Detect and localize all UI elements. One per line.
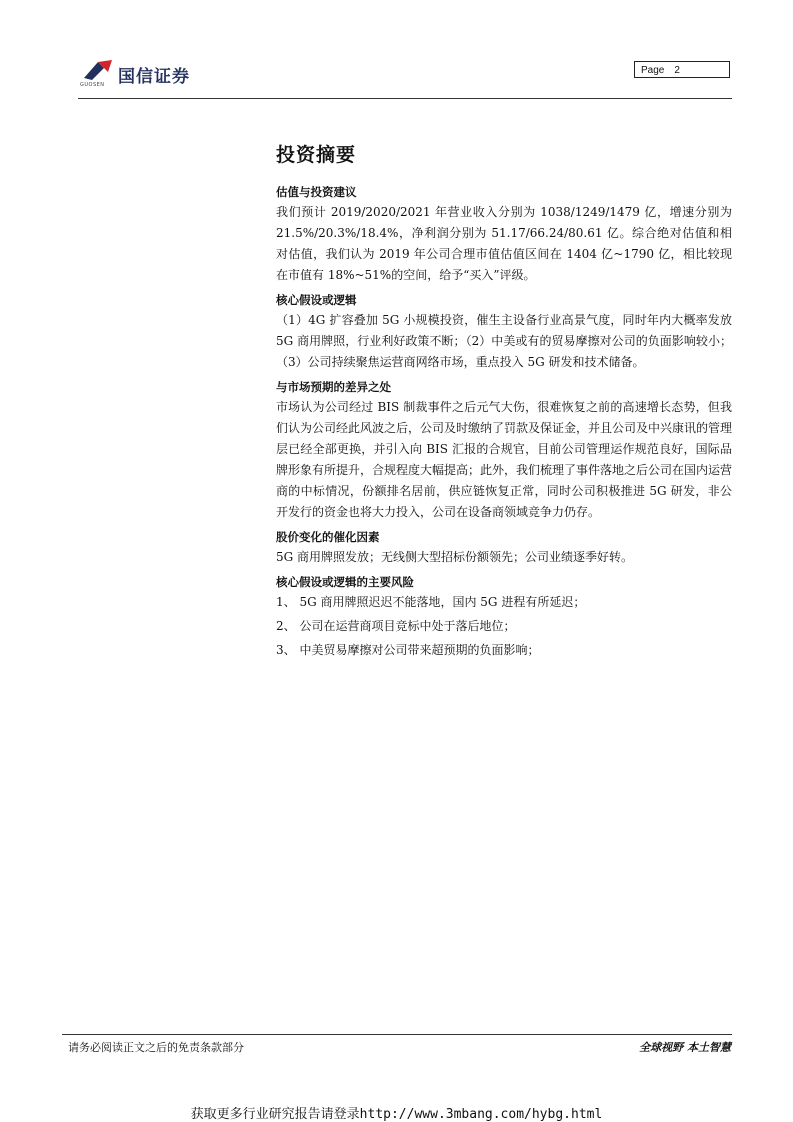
main-content xyxy=(276,140,732,664)
section-market-difference xyxy=(276,377,732,523)
page-title: 投资摘要 xyxy=(276,144,357,166)
section-paragraph: （1）4G 扩容叠加 5G 小规模投资，催生主设备行业高景气度，同时年内大概率发放 5G 商用牌照，行业利好政策不断；（2）中美或有的贸易摩擦对公司的负面影响较小；（3）公司持续聚焦运营商网络市场，重点投入 5G 研发和技术储备。 xyxy=(276,313,732,369)
page-indicator xyxy=(634,61,730,78)
section-paragraph: 5G 商用牌照发放；无线侧大型招标份额领先；公司业绩逐季好转。 xyxy=(276,550,634,564)
section-valuation xyxy=(276,182,732,286)
section-heading: 与市场预期的差异之处 xyxy=(276,380,391,394)
header-divider xyxy=(78,98,732,99)
company-logo xyxy=(78,58,238,92)
section-heading: 核心假设或逻辑 xyxy=(276,293,357,307)
section-heading: 核心假设或逻辑的主要风险 xyxy=(276,575,414,589)
section-paragraph: 我们预计 2019/2020/2021 年营业收入分别为 1038/1249/1479 亿，增速分别为 21.5%/20.3%/18.4%，净利润分别为 51.17/66.24/80.61 亿。综合绝对估值和相对估值，我们认为 2019 年公司合理市值估值区间在 1404 亿~1790 亿，相比较现在市值有 18%~51%的空间，给予“买入”评级。 xyxy=(276,205,732,282)
footer-disclaimer: 请务必阅读正文之后的免责条款部分 xyxy=(68,1041,244,1054)
bottom-promo-text: 获取更多行业研究报告请登录http://www.3mbang.com/hybg.html xyxy=(190,1107,603,1122)
logo-subtitle: GUOSEN xyxy=(80,82,105,88)
section-heading: 估值与投资建议 xyxy=(276,185,357,199)
risk-item: 1、 5G 商用牌照迟迟不能落地，国内 5G 进程有所延迟； xyxy=(276,595,586,609)
section-risks xyxy=(276,572,732,661)
logo-name: 国信证券 xyxy=(118,67,190,87)
risk-item: 2、 公司在运营商项目竞标中处于落后地位； xyxy=(276,619,516,633)
section-core-assumptions xyxy=(276,290,732,373)
section-catalysts xyxy=(276,527,732,568)
section-paragraph: 市场认为公司经过 BIS 制裁事件之后元气大伤，很难恢复之前的高速增长态势，但我们认为公司经此风波之后，公司及时缴纳了罚款及保证金，并且公司及中兴康讯的管理层已经全部更换，并引入向 BIS 汇报的合规官，目前公司管理运作规范良好，国际品牌形象有所提升，合规程度大幅提高；此外，我们梳理了事件落地之后公司在国内运营商的中标情况，份额排名居前，供应链恢复正常，同时公司积极推进 5G 研发，非公开发行的资金也将大力投入，公司在设备商领域竞争力仍存。 xyxy=(276,400,733,519)
section-heading: 股价变化的催化因素 xyxy=(276,530,380,544)
page-number: 2 xyxy=(674,65,680,76)
page-label: Page xyxy=(641,65,665,76)
risk-item: 3、 中美贸易摩擦对公司带来超预期的负面影响； xyxy=(276,643,540,657)
footer-slogan: 全球视野 本土智慧 xyxy=(639,1041,731,1054)
logo-mark-icon xyxy=(82,58,114,84)
footer-divider xyxy=(62,1034,732,1035)
